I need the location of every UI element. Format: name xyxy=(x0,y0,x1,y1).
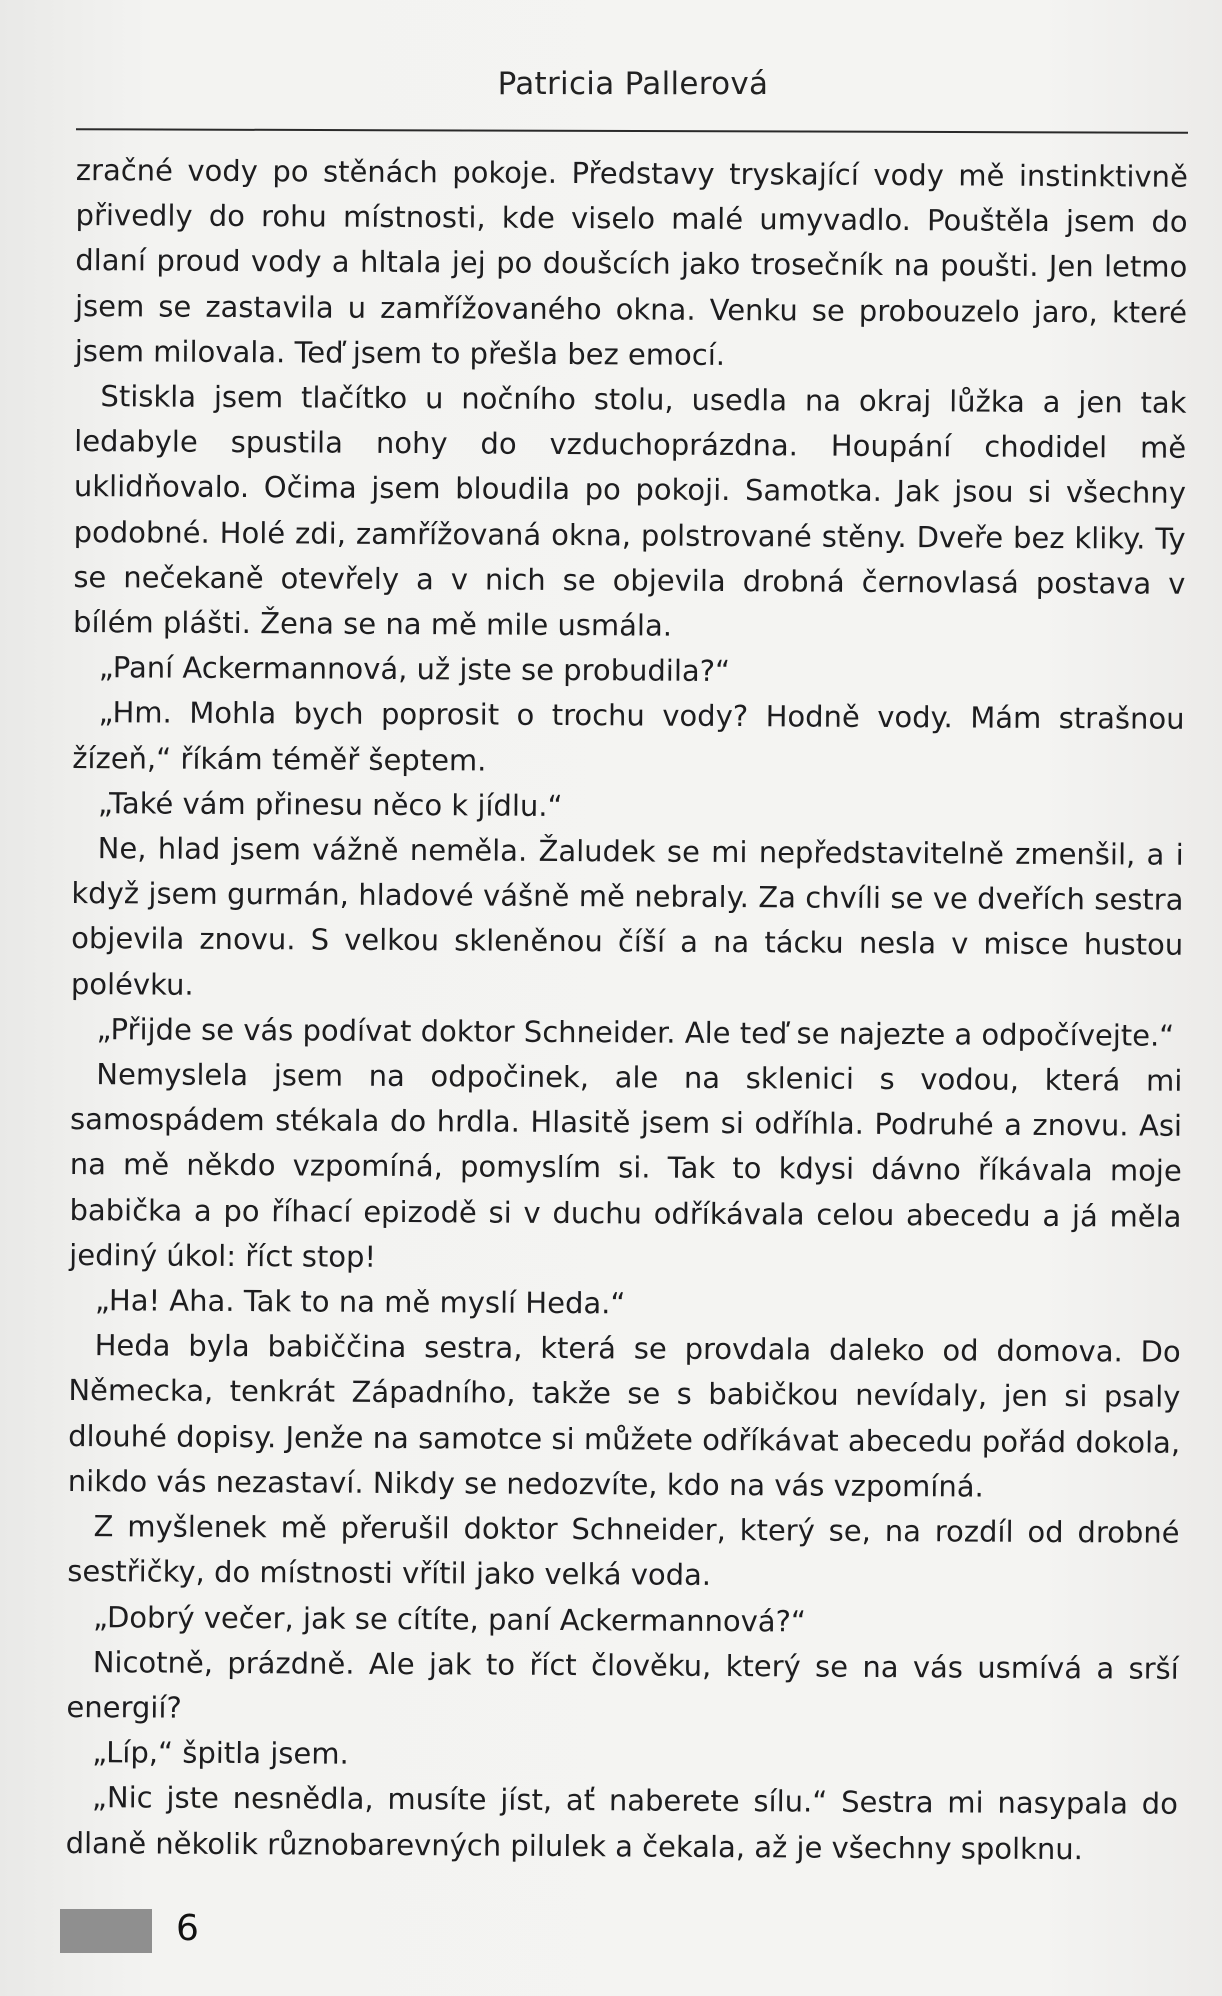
running-header-author: Patricia Pallerová xyxy=(497,66,769,102)
paragraph: zračné vody po stěnách pokoje. Představy tryskající vody mě instinktivně přivedly do rohu místnosti, kde viselo malé umyvadlo. Pouštěla jsem do dlaní proud vody a hltala jej po doušcích jako trosečník na poušti. Jen letmo jsem se zastavila u zamřížovaného okna. Venku se probouzelo jaro, které jsem milovala. Teď jsem to přešla bez emocí. xyxy=(74,152,1188,372)
paragraph: „Paní Ackermannová, už jste se probudila?“ xyxy=(98,650,731,689)
paragraph: Z myšlenek mě přerušil doktor Schneider, který se, na rozdíl od drobné sestřičky, do místnosti vřítil jako velká voda. xyxy=(67,1509,1180,1593)
paragraph: Nicotně, prázdně. Ale jak to říct člověku, který se na vás usmívá a srší energií? xyxy=(66,1644,1179,1725)
paragraph: „Také vám přinesu něco k jídlu.“ xyxy=(97,785,563,823)
paragraph: Stiskla jsem tlačítko u nočního stolu, usedla na okraj lůžka a jen tak ledabyle spustila nohy do vzduchoprázdna. Houpání chodidel mě uklidňovalo. Očima jsem bloudila po pokoji. Samotka. Jak jsou si všechny podobné. Holé zdi, zamřížovaná okna, polstrované stěny. Dveře bez kliky. Ty se nečekaně otevřely a v nich se objevila drobná černovlasá postava v bílém plášti. Žena se na mě mile usmála. xyxy=(73,379,1187,643)
page-number: 6 xyxy=(176,1908,199,1949)
paragraph: „Líp,“ špitla jsem. xyxy=(92,1735,349,1771)
paragraph: „Dobrý večer, jak se cítíte, paní Ackermannová?“ xyxy=(92,1599,807,1638)
paragraph: „Přijde se vás podívat doktor Schneider. Ale teď se najezte a odpočívejte.“ xyxy=(96,1012,1175,1053)
paragraph: Nemyslela jsem na odpočinek, ale na sklenici s vodou, která mi samospádem stékala do hrdla. Hlasitě jsem si odříhla. Podruhé a znovu. Asi na mě někdo vzpomíná, pomyslím si. Tak to kdysi dávno říkávala moje babička a po říhací epizodě si v duchu odříkávala celou abecedu a já měla jediný úkol: říct stop! xyxy=(69,1057,1183,1274)
paragraph: „Hm. Mohla bych poprosit o trochu vody? Hodně vody. Mám strašnou žízeň,“ říkám téměř šeptem. xyxy=(72,695,1185,778)
paragraph: Ne, hlad jsem vážně neměla. Žaludek se mi nepředstavitelně zmenšil, a i když jsem gurmán, hladové vášně mě nebraly. Za chvíli se ve dveřích sestra objevila znovu. S velkou skleněnou číší a na tácku nesla v misce hustou polévku. xyxy=(70,831,1184,1002)
page-number-bar xyxy=(60,1909,152,1953)
body-text xyxy=(66,148,1188,1872)
paragraph: „Ha! Aha. Tak to na mě myslí Heda.“ xyxy=(94,1283,626,1321)
header-rule xyxy=(76,128,1188,133)
paragraph: „Nic jste nesnědla, musíte jíst, ať naberete sílu.“ Sestra mi nasypala do dlaně několik různobarevných pilulek a čekala, až je všechny spolknu. xyxy=(65,1780,1179,1866)
paragraph: Heda byla babiččina sestra, která se provdala daleko od domova. Do Německa, tenkrát Západního, takže se s babičkou nevídaly, jen si psaly dlouhé dopisy. Jenže na samotce si můžete odříkávat abecedu pořád dokola, nikdo vás nezastaví. Nikdy se nedozvíte, kdo na vás vzpomíná. xyxy=(67,1328,1181,1504)
